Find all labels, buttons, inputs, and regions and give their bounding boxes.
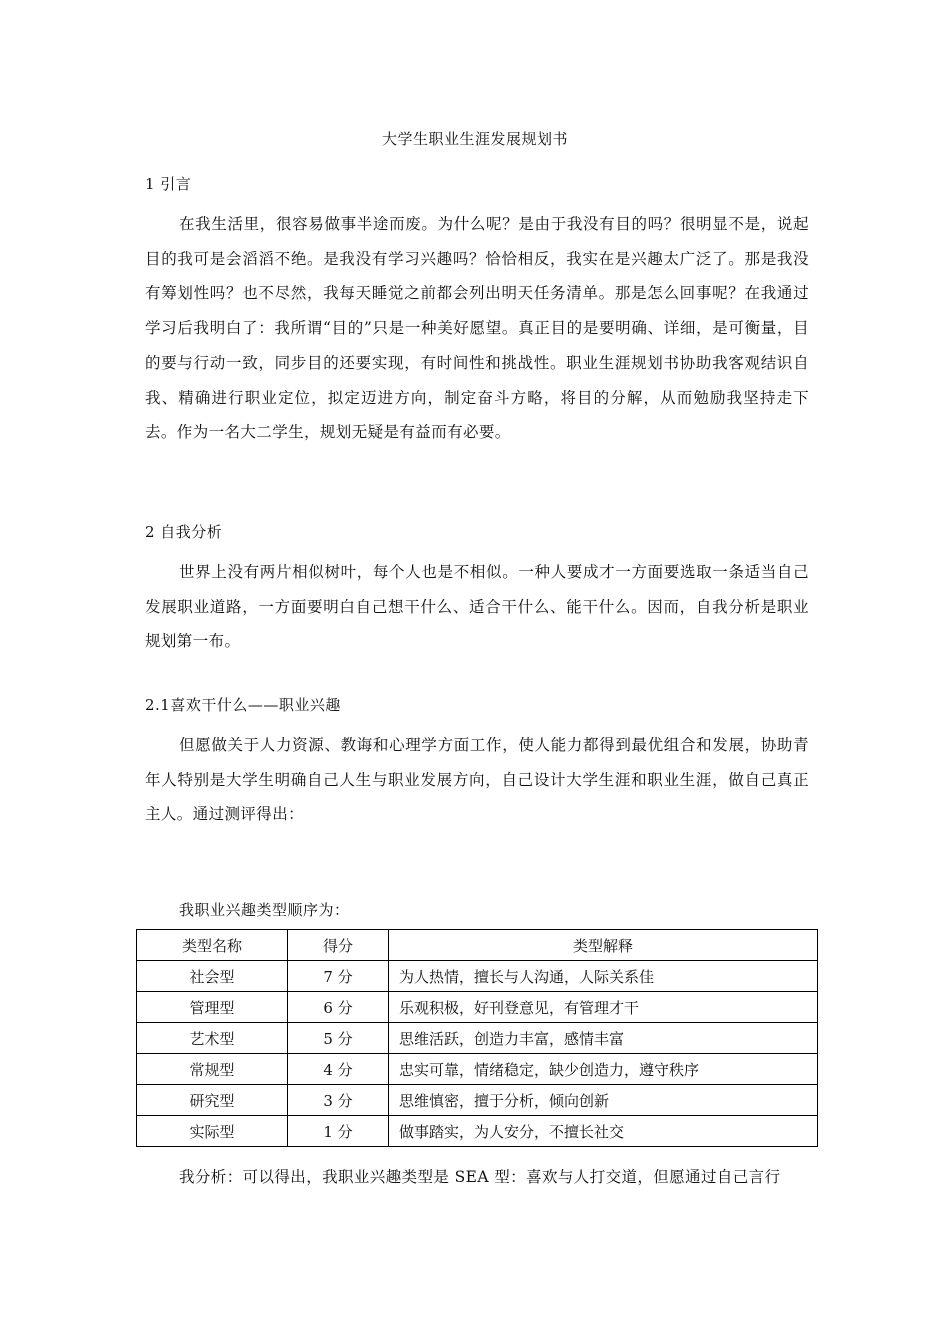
closing-paragraph: 我分析：可以得出，我职业兴趣类型是 SEA 型：喜欢与人打交道，但愿通过自己言行 [179,1168,781,1186]
explanation-cell: 乐观积极，好刊登意见，有管理才干 [389,992,818,1023]
section-heading-interest: 2.1喜欢干什么——职业兴趣 [145,696,341,714]
table-header-explanation: 类型解释 [389,930,818,961]
section-heading-intro: 1 引言 [145,175,192,193]
explanation-cell: 为人热情，擅长与人沟通，人际关系佳 [389,961,818,992]
section-heading-self-analysis: 2 自我分析 [145,523,223,541]
type-name-cell: 管理型 [137,992,288,1023]
score-cell: 6 分 [288,992,389,1023]
type-name-cell: 社会型 [137,961,288,992]
explanation-cell: 思维慎密，擅于分析，倾向创新 [389,1085,818,1116]
explanation-cell: 思维活跃，创造力丰富，感情丰富 [389,1023,818,1054]
section-paragraph-self-analysis: 世界上没有两片相似树叶，每个人也是不相似。一种人要成才一方面要选取一条适当自己发展职业道路，一方面要明白自己想干什么、适合干什么、能干什么。因而，自我分析是职业规划第一布。 [145,563,809,651]
table-row [137,1085,818,1116]
type-name-cell: 常规型 [137,1054,288,1085]
table-row [137,992,818,1023]
section-paragraph-interest: 但愿做关于人力资源、教诲和心理学方面工作，使人能力都得到最优组合和发展，协助青年人特别是大学生明确自己人生与职业发展方向，自己设计大学生涯和职业生涯，做自己真正主人。通过测评得出： [145,736,809,824]
interest-type-table [136,929,818,1147]
explanation-cell: 做事踏实，为人安分，不擅长社交 [389,1116,818,1147]
table-row [137,1054,818,1085]
type-name-cell: 艺术型 [137,1023,288,1054]
explanation-cell: 忠实可靠，情绪稳定，缺少创造力，遵守秩序 [389,1054,818,1085]
table-caption: 我职业兴趣类型顺序为： [179,901,350,919]
score-cell: 1 分 [288,1116,389,1147]
score-cell: 4 分 [288,1054,389,1085]
score-cell: 7 分 [288,961,389,992]
type-name-cell: 研究型 [137,1085,288,1116]
type-name-cell: 实际型 [137,1116,288,1147]
score-cell: 3 分 [288,1085,389,1116]
table-row [137,1023,818,1054]
table-header-score: 得分 [288,930,389,961]
table-row [137,1116,818,1147]
table-row [137,961,818,992]
score-cell: 5 分 [288,1023,389,1054]
table-header-row [137,930,818,961]
table-header-type: 类型名称 [137,930,288,961]
section-paragraph-intro: 在我生活里，很容易做事半途而废。为什么呢？是由于我没有目的吗？很明显不是，说起目的我可是会滔滔不绝。是我没有学习兴趣吗？恰恰相反，我实在是兴趣太广泛了。那是我没有筹划性吗？也不尽然，我每天睡觉之前都会列出明天任务清单。那是怎么回事呢？在我通过学习后我明白了：我所谓“目的”只是一种美好愿望。真正目的是要明确、详细，是可衡量，目的要与行动一致，同步目的还要实现，有时间性和挑战性。职业生涯规划书协助我客观结识自我、精确进行职业定位，拟定迈进方向，制定奋斗方略，将目的分解，从而勉励我坚持走下去。作为一名大二学生，规划无疑是有益而有必要。 [145,215,809,442]
document-title: 大学生职业生涯发展规划书 [381,130,568,148]
